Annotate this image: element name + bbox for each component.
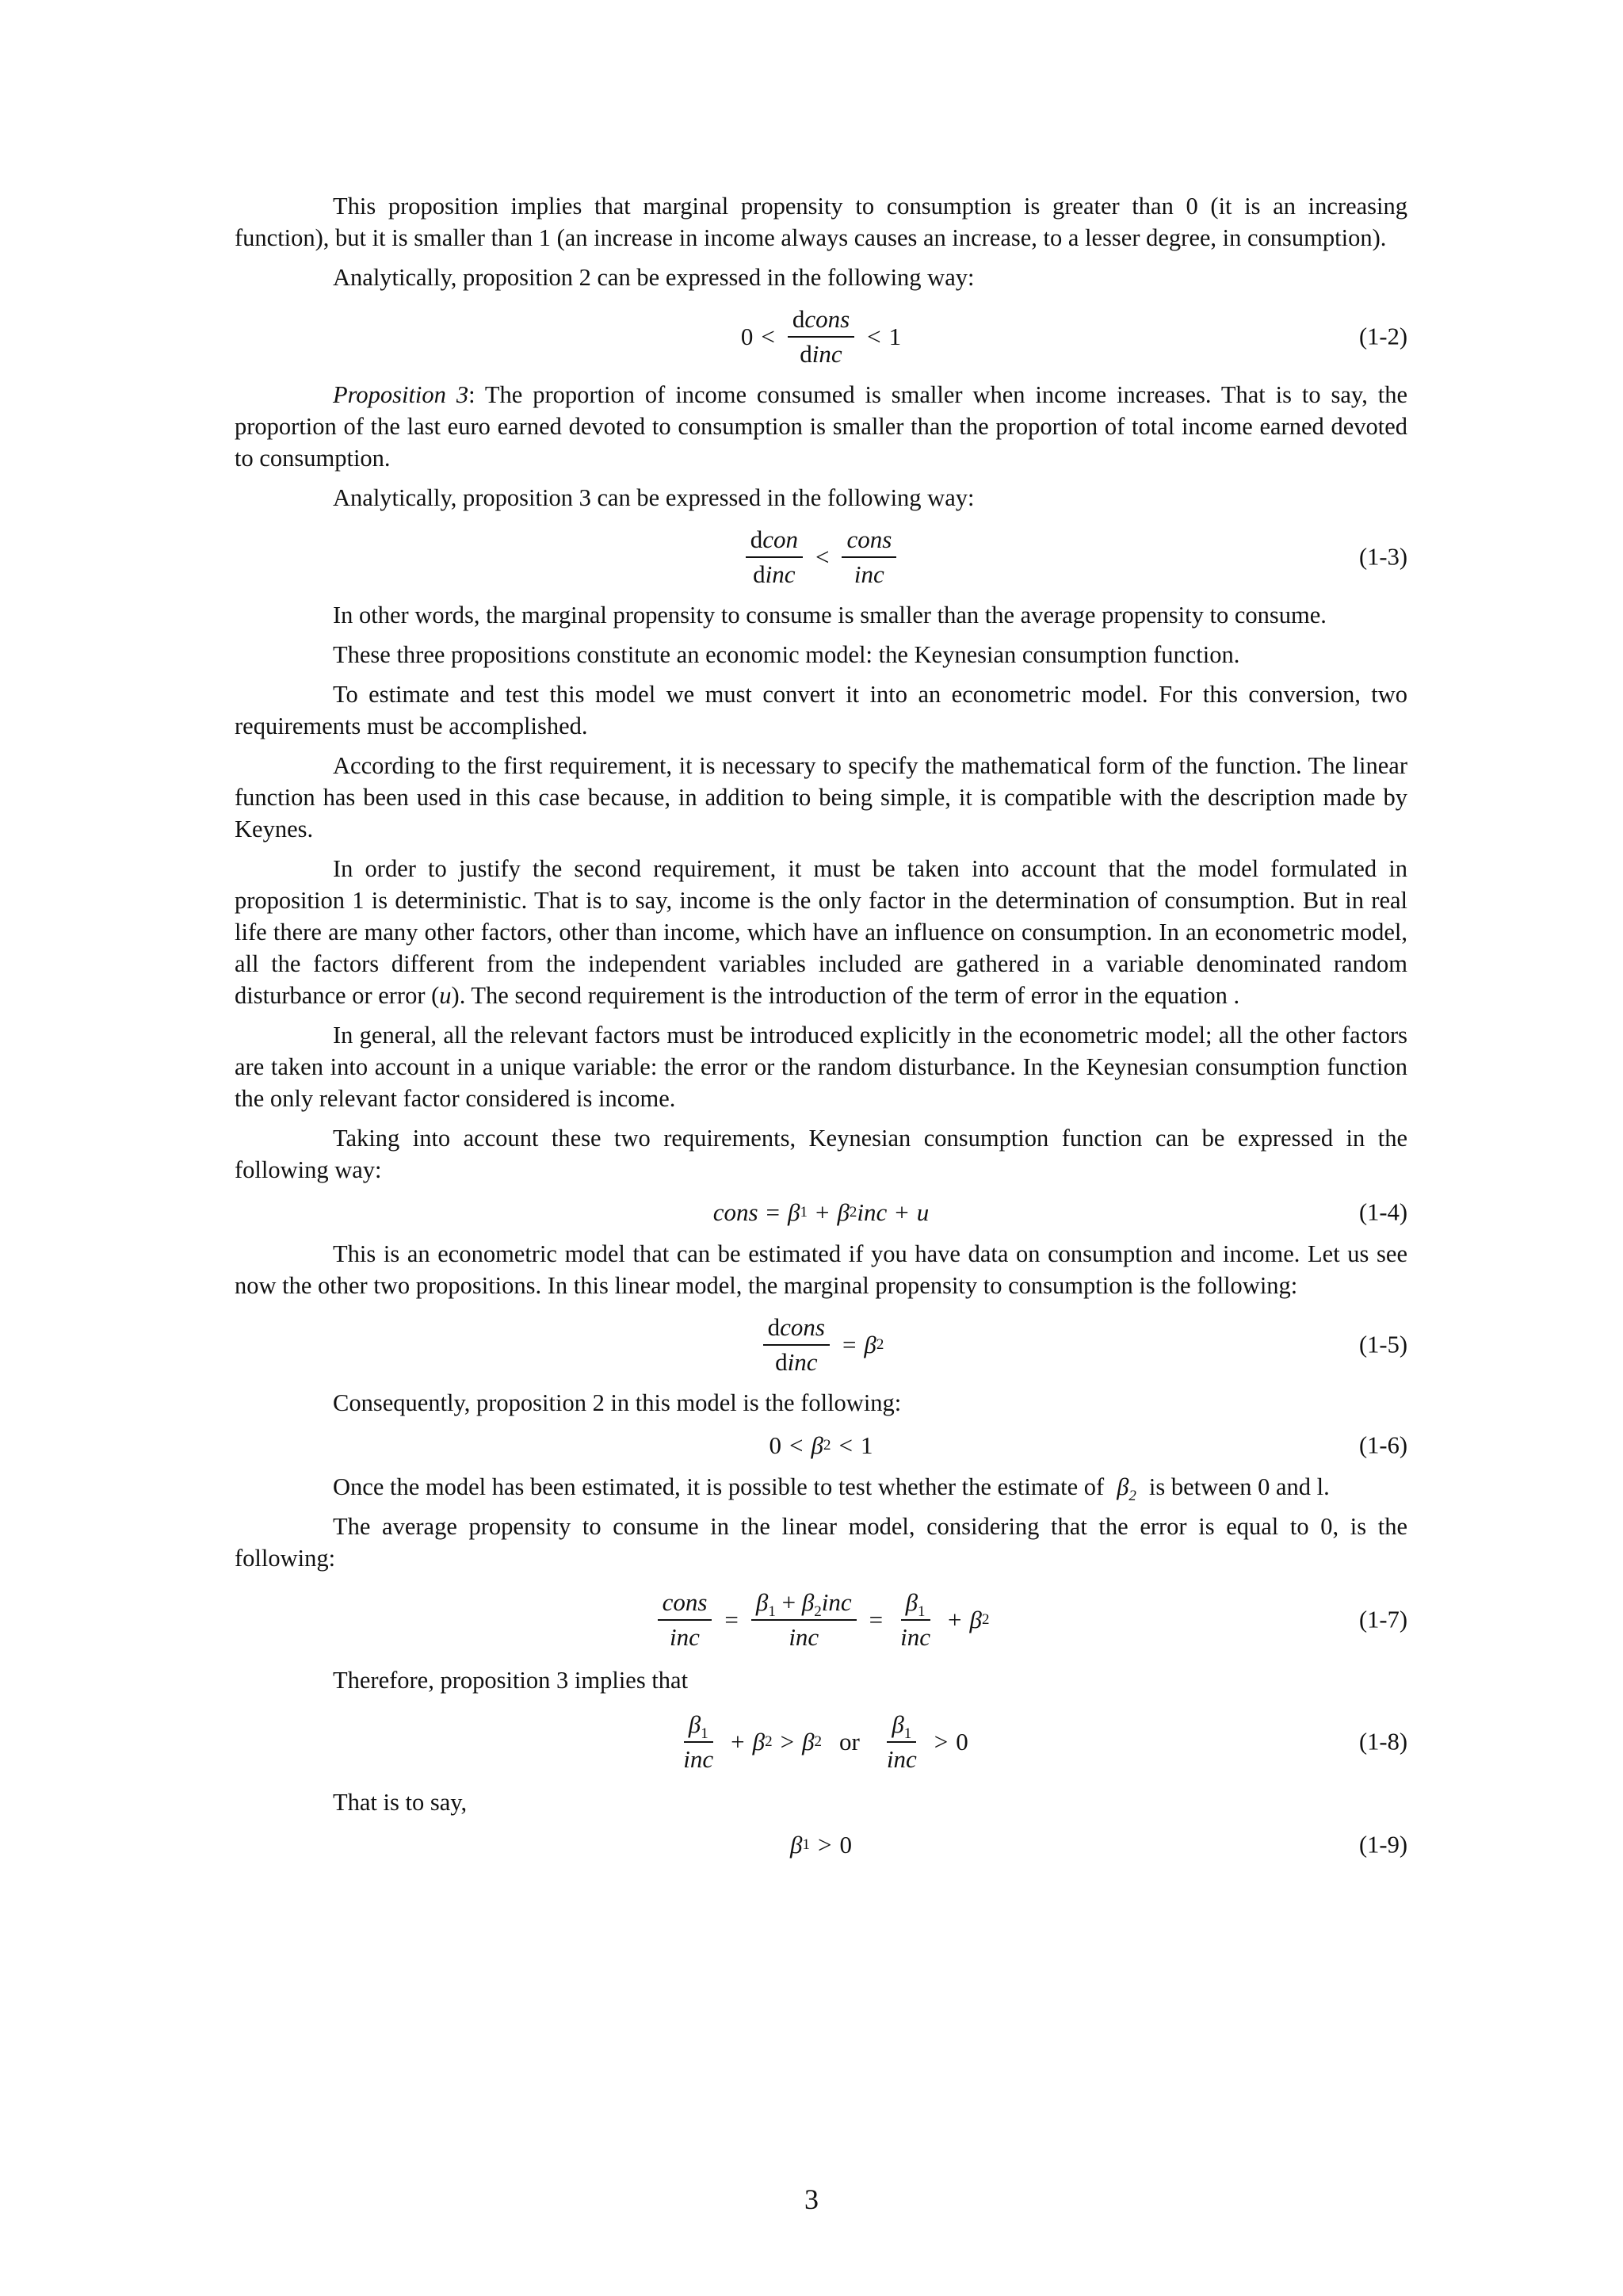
equation-number: (1-6)	[1359, 1431, 1407, 1459]
equation-1-7: $\frac{\text{cons}}{\text{inc}}$ = $\frac{\beta_1 + \beta_2inc}{\text{inc}}$ = $\frac{\beta_1}{\text{inc}}$ + β 2 (1-7)	[235, 1582, 1407, 1658]
paragraph: Analytically, proposition 2 can be expressed in the following way:	[333, 264, 975, 291]
document-page	[235, 190, 1407, 1870]
paragraph: The average propensity to consume in the linear model, considering that the error is equal to 0, is the following:	[235, 1513, 1407, 1572]
paragraph: Analytically, proposition 3 can be expressed in the following way:	[333, 484, 975, 511]
equation-1-6: 0 < β 2 < 1 (1-6)	[769, 1431, 1407, 1459]
equation-number: (1-3)	[1359, 543, 1407, 571]
paragraph: In order to justify the second requirement, it must be taken into account that the model formulated in proposition 1 is deterministic. That is to say, income is the only factor in the determination of consumption. But in real life there are many other factors, other than income, which have an influence on consumption. In an econometric model, all the factors different from the independent variables included are gathered in a variable denominated random disturbance or error (u). The second requirement is the introduction of the term of error in the equation .	[235, 855, 1407, 1009]
paragraph: Once the model has been estimated, it is possible to test whether the estimate of $\beta_2$ is between 0 and l.	[333, 1473, 1330, 1504]
paragraph: These three propositions constitute an economic model: the Keynesian consumption function.	[333, 641, 1240, 668]
paragraph: In other words, the marginal propensity to consume is smaller than the average propensity to consume.	[333, 602, 1327, 628]
equation-1-5: $\frac{\text{dcons}}{\text{dinc}}$ = β 2 (1-5)	[235, 1309, 1407, 1381]
equation-number: (1-9)	[1359, 1831, 1407, 1859]
paragraph: Proposition 3: The proportion of income consumed is smaller when income increases. That is to say, the proportion of the last euro earned devoted to consumption is smaller than the proportion of total income earned devoted to consumption.	[235, 381, 1407, 472]
paragraph: This proposition implies that marginal propensity to consumption is greater than 0 (it is an increasing function), but it is smaller than 1 (an increase in income always causes an increase, to a lesser degree, in consumption).	[235, 193, 1407, 251]
equation-number: (1-4)	[1359, 1198, 1407, 1226]
equation-1-2: 0 < $\frac{\text{dcons}}{\text{dinc}}$ < 1 (1-2)	[740, 305, 1407, 368]
equation-number: (1-5)	[1359, 1331, 1407, 1358]
equation-1-4: cons = β 1 + β 2 inc + u (1-4)	[712, 1198, 1407, 1226]
equation-1-8: $\frac{\beta_1}{\text{inc}}$ + β 2 > β 2 or $\frac{\beta_1}{\text{inc}}$ > 0 (1-8)	[683, 1710, 1407, 1773]
equation-number: (1-7)	[1359, 1606, 1407, 1633]
paragraph: This is an econometric model that can be estimated if you have data on consumption and income. Let us see now the other two propositions. In this linear model, the marginal propensity to consumption is the following:	[235, 1240, 1407, 1299]
page-number: 3	[804, 2183, 819, 2215]
equation-number: (1-8)	[1359, 1728, 1407, 1755]
paragraph: Therefore, proposition 3 implies that	[333, 1667, 689, 1694]
paragraph: In general, all the relevant factors must be introduced explicitly in the econometric model; all the other factors are taken into account in a unique variable: the error or the random disturbance. In the Keynesian consumption function the only relevant factor considered is income.	[235, 1022, 1407, 1112]
equation-number: (1-2)	[1359, 323, 1407, 350]
equation-1-3: $\frac{\text{dcon}}{\text{dinc}}$ < $\frac{\text{cons}}{\text{inc}}$ (1-3)	[235, 521, 1407, 593]
paragraph: Taking into account these two requirements, Keynesian consumption function can be expressed in the following way:	[235, 1125, 1407, 1183]
paragraph: That is to say,	[333, 1789, 468, 1816]
paragraph: To estimate and test this model we must convert it into an econometric model. For this conversion, two requirements must be accomplished.	[235, 681, 1407, 739]
equation-1-9: β 1 > 0 (1-9)	[790, 1831, 1407, 1859]
paragraph: Consequently, proposition 2 in this model is the following:	[333, 1389, 902, 1416]
paragraph: According to the first requirement, it is necessary to specify the mathematical form of the function. The linear function has been used in this case because, in addition to being simple, it is compatible with the description made by Keynes.	[235, 752, 1407, 842]
proposition-label: Proposition 3	[333, 381, 469, 408]
